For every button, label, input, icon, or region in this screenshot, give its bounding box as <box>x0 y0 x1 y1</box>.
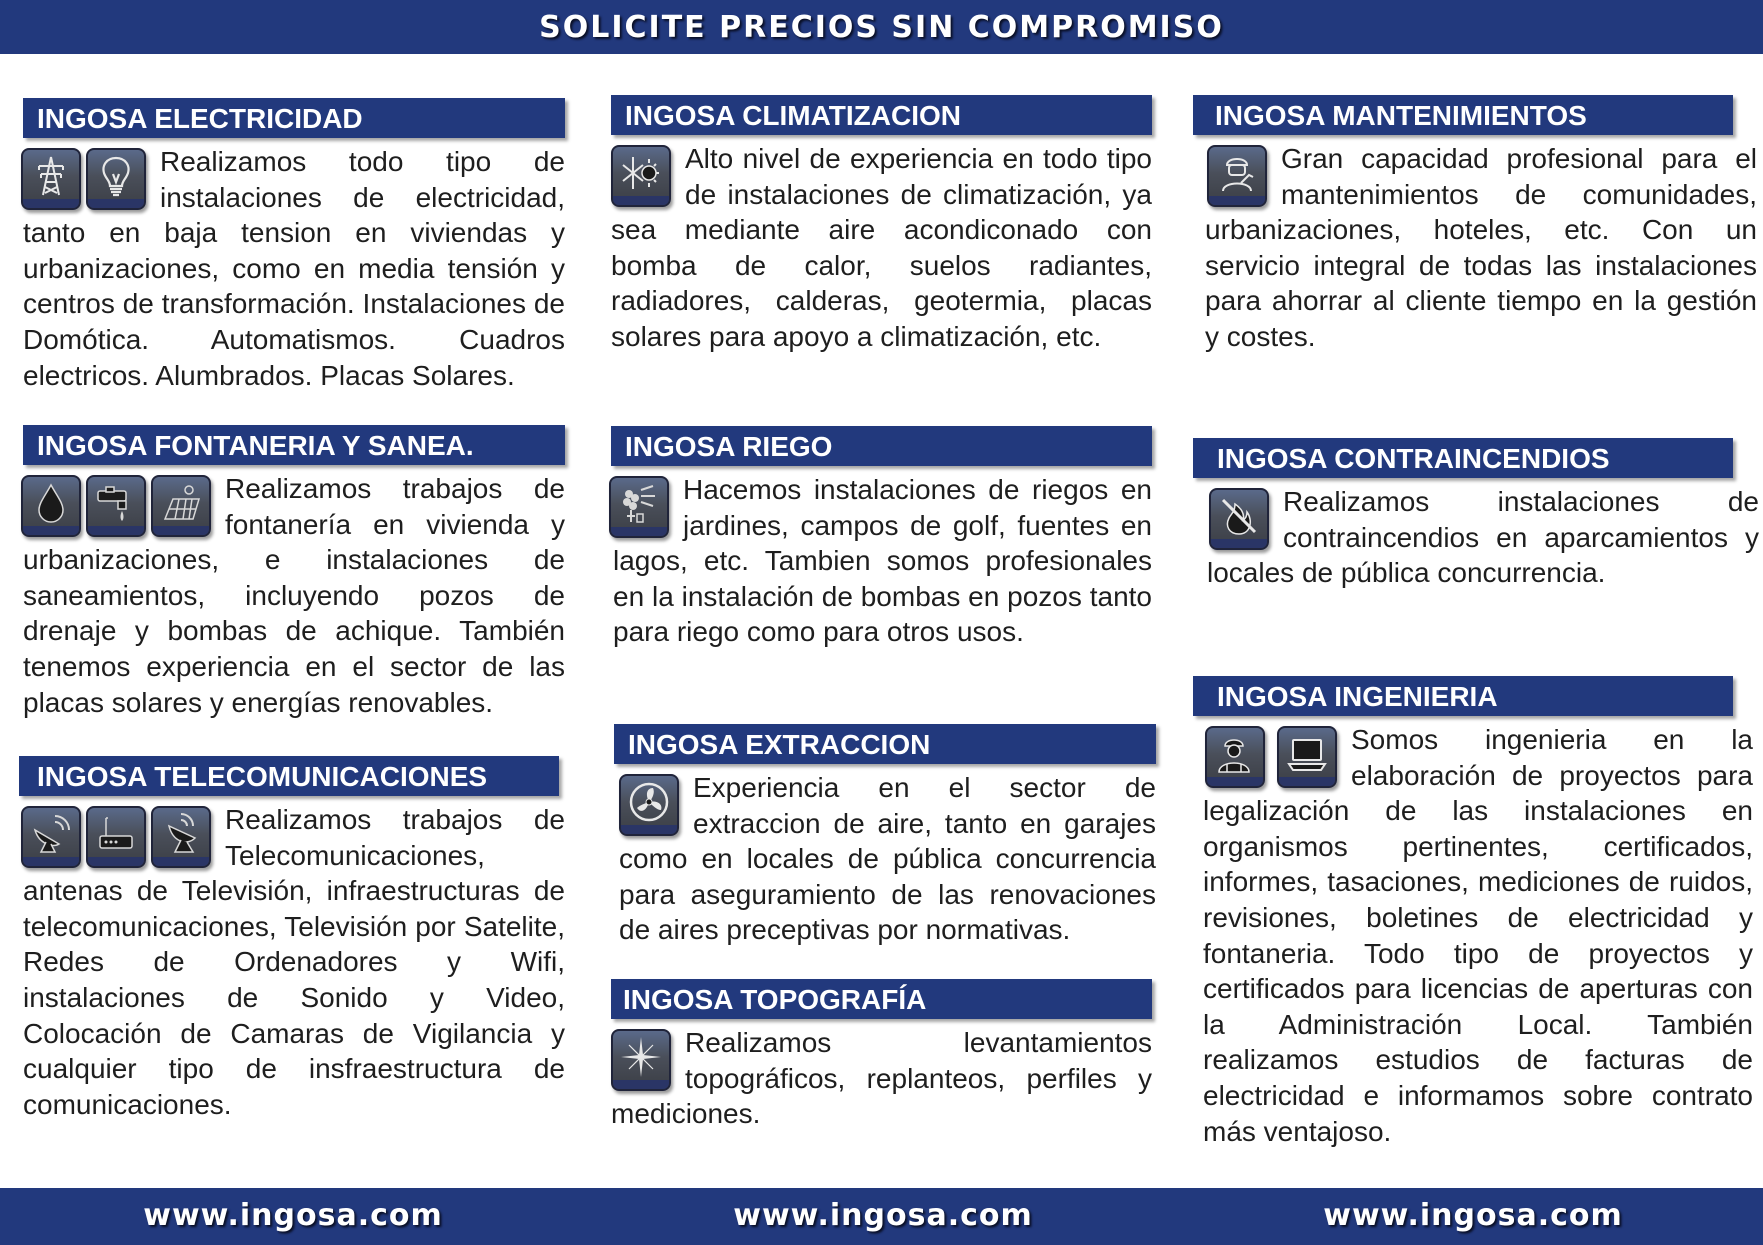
worker-icon <box>1207 145 1267 207</box>
section-mantenimientos <box>1193 95 1757 355</box>
section-body <box>1193 141 1757 355</box>
section-body <box>611 1025 1152 1132</box>
no-fire-icon <box>1209 488 1269 550</box>
power-tower-icon <box>21 148 81 210</box>
section-body <box>19 802 565 1122</box>
bottom-banner <box>0 1188 1763 1245</box>
engineer-icon <box>1205 726 1265 788</box>
section-body <box>1193 722 1753 1149</box>
antenna-dish-icon <box>151 806 211 868</box>
section-extraccion <box>614 724 1156 948</box>
section-text: Somos ingenieria en la elaboración de proyectos para legalización de las instalaciones en organismos pertinentes, certificados, informes, tasaciones, mediciones de ruidos, revisiones, boletines de electricidad y fontaneria. Todo tipo de proyectos y certificados para licencias de aperturas con la Administración Local. También realizamos estudios de facturas de electricidad e informamos sobre contrato más ventajoso. <box>1203 724 1753 1147</box>
section-body <box>1193 484 1759 591</box>
lightbulb-icon <box>86 148 146 210</box>
router-icon <box>86 806 146 868</box>
top-banner <box>0 0 1763 54</box>
website-link[interactable]: www.ingosa.com <box>143 1198 443 1233</box>
section-title: INGOSA ELECTRICIDAD <box>23 98 565 138</box>
website-link[interactable]: www.ingosa.com <box>1323 1198 1623 1233</box>
section-body <box>611 141 1152 355</box>
snow-sun-icon <box>611 145 671 207</box>
satellite-dish-icon <box>21 806 81 868</box>
section-text: Realizamos trabajos de Telecomunicaciones, antenas de Televisión, infraestructuras de telecomunicaciones, Televisión por Satelite, Redes de Ordenadores y Wifi, instalaciones de Sonido y Video, Colocación de Camaras de Vigilancia y cualquier tipo de insfraestructura de comunicaciones. <box>23 804 565 1120</box>
banner-title: SOLICITE PRECIOS SIN COMPROMISO <box>539 9 1224 45</box>
section-body <box>23 471 565 720</box>
section-text: Realizamos levantamientos topográficos, replanteos, perfiles y mediciones. <box>611 1027 1152 1130</box>
section-title: INGOSA RIEGO <box>611 426 1152 466</box>
section-text: Experiencia en el sector de extraccion de aire, tanto en garajes como en locales de pública concurrencia para aseguramiento de las renovaciones de aires preceptivas por normativas. <box>619 772 1156 946</box>
section-title: INGOSA CONTRAINCENDIOS <box>1193 438 1733 478</box>
section-text: Realizamos todo tipo de instalaciones de electricidad, tanto en baja tension en viviendas y urbanizaciones, como en media tensión y centros de transformación. Instalaciones de Domótica. Automatismos. Cuadros electricos. Alumbrados. Placas Solares. <box>23 146 565 391</box>
section-text: Alto nivel de experiencia en todo tipo de instalaciones de climatización, ya sea mediante aire acondiconado con bomba de calor, suelos radiantes, radiadores, calderas, geotermia, placas solares para apoyo a climatización, etc. <box>611 143 1152 352</box>
section-text: Realizamos trabajos de fontanería en vivienda y urbanizaciones, e instalaciones de saneamientos, incluyendo pozos de drenaje y bombas de achique. También tenemos experiencia en el sector de las placas solares y energías renovables. <box>23 473 565 718</box>
section-fontaneria <box>23 425 565 720</box>
section-title: INGOSA EXTRACCION <box>614 724 1156 764</box>
solar-panel-icon <box>151 475 211 537</box>
section-title: INGOSA FONTANERIA Y SANEA. <box>23 425 565 465</box>
section-telecomunicaciones <box>19 756 565 1122</box>
section-climatizacion <box>611 95 1152 355</box>
water-drop-icon <box>21 475 81 537</box>
section-title: INGOSA CLIMATIZACION <box>611 95 1152 135</box>
section-riego <box>611 426 1152 650</box>
faucet-icon <box>86 475 146 537</box>
sprinkler-icon <box>609 476 669 538</box>
section-title: INGOSA TOPOGRAFÍA <box>611 979 1152 1019</box>
section-title: INGOSA MANTENIMIENTOS <box>1193 95 1733 135</box>
section-contraincendios <box>1193 438 1759 591</box>
section-body <box>23 144 565 393</box>
section-text: Realizamos instalaciones de contraincendios en aparcamientos y locales de pública concurrencia. <box>1207 486 1759 589</box>
section-body <box>614 770 1156 948</box>
section-text: Gran capacidad profesional para el mantenimientos de comunidades, urbanizaciones, hoteles, etc. Con un servicio integral de todas las instalaciones para ahorrar al cliente tiempo en la gestión y costes. <box>1205 143 1757 352</box>
laptop-icon <box>1277 726 1337 788</box>
section-text: Hacemos instalaciones de riegos en jardines, campos de golf, fuentes en lagos, etc. Tambien somos profesionales en la instalación de bombas en pozos tanto para riego como para otros usos. <box>613 474 1152 648</box>
section-title: INGOSA TELECOMUNICACIONES <box>19 756 559 796</box>
fan-icon <box>619 774 679 836</box>
website-link[interactable]: www.ingosa.com <box>733 1198 1033 1233</box>
section-electricidad <box>23 98 565 393</box>
section-topografia <box>611 979 1152 1132</box>
compass-rose-icon <box>611 1029 671 1091</box>
section-body <box>611 472 1152 650</box>
section-ingenieria <box>1193 676 1753 1149</box>
section-title: INGOSA INGENIERIA <box>1193 676 1733 716</box>
